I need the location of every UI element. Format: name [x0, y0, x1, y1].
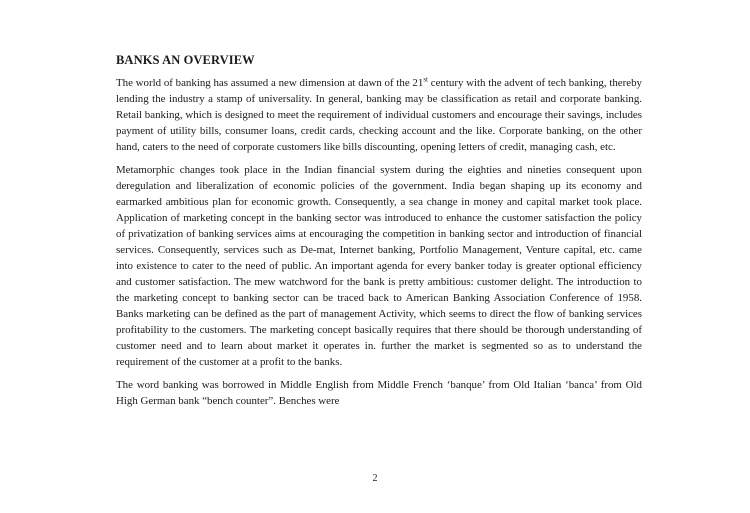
paragraph-word-origin: The word banking was borrowed in Middle English from Middle French ‘banque’ from Old Italian ‘banca’ from Old High German bank “bench counter”. Benches were: [116, 379, 642, 407]
paragraph-metamorphic-changes: Metamorphic changes took place in the Indian financial system during the eighties and nineties consequent upon deregulation and liberalization of economic policies of the government. India began shaping up its economy and earmarked ambitious plan for economic growth. Consequently, a sea change in money and capital market took place. Application of marketing concept in the banking sector was introduced to enhance the customer satisfaction the policy of privatization of banking services aims at encouraging the competition in banking sector and introduction of financial services. Consequently, services such as De-mat, Internet banking, Portfolio Management, Venture capital, etc. came into existence to cater to the need of public. An important agenda for every banker today is greater optional efficiency and customer satisfaction. The mew watchword for the bank is pretty ambitious: customer delight. The introduction to the marketing concept to banking sector can be traced back to American Banking Association Conference of 1958. Banks marketing can be defined as the part of management Activity, which seems to direct the flow of banking services profitability to the customers. The marketing concept basically requires that there should be thorough understanding of customer need and to learn about market it operates in. further the market is segmented so as to understand the requirement of the customer at a profit to the banks.: [116, 164, 642, 368]
paragraph-intro: [116, 75, 642, 155]
ordinal-superscript: st: [423, 75, 428, 84]
paragraph-intro-rest: century with the advent of tech banking, thereby lending the industry a stamp of universality. In general, banking may be classification as retail and corporate banking. Retail banking, which is designed to meet the requirement of individual customers and encourage their savings, includes payment of utility bills, consumer loans, credit cards, checking account and the like. Corporate banking, on the other hand, caters to the need of corporate customers like bills discounting, opening letters of credit, managing cash, etc.: [116, 77, 642, 153]
section-heading: BANKS AN OVERVIEW: [116, 53, 255, 67]
document-body: [116, 53, 642, 416]
page-number: 2: [372, 473, 378, 484]
paragraph-intro-start: The world of banking has assumed a new dimension at dawn of the 21: [116, 77, 424, 89]
